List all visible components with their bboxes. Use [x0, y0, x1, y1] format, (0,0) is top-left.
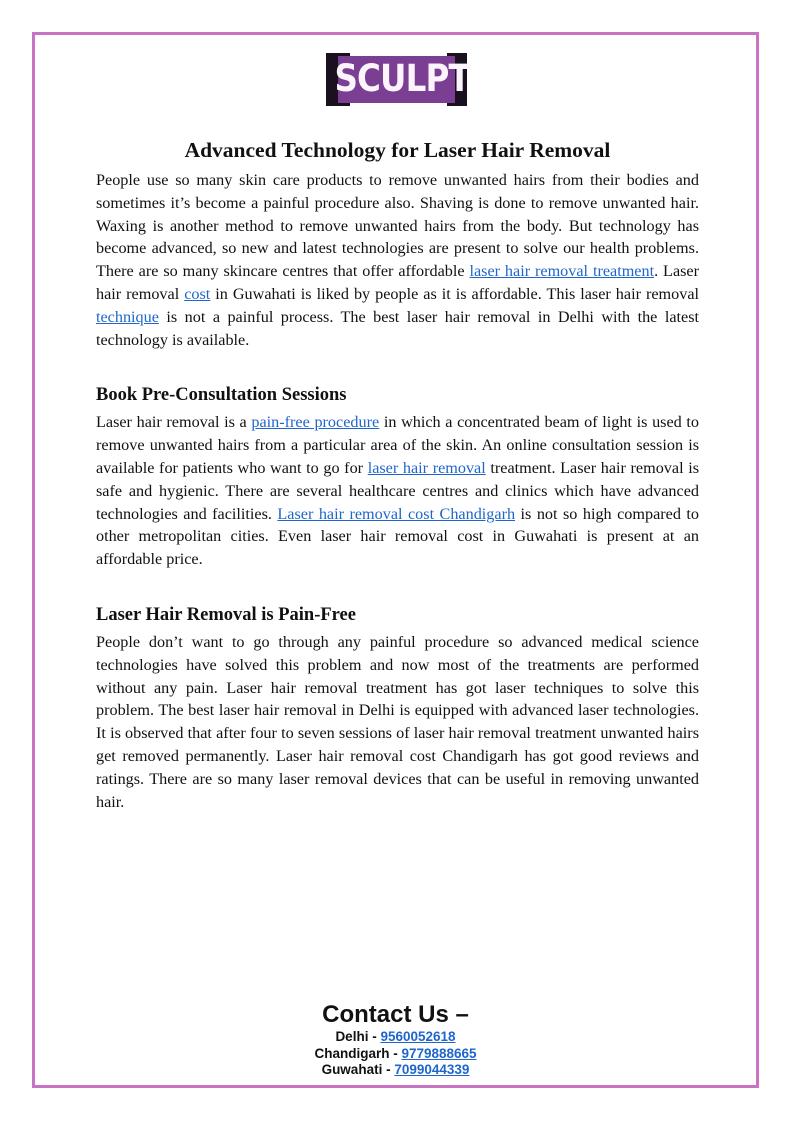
- page-title: Advanced Technology for Laser Hair Removal: [184, 138, 611, 162]
- contact-row-delhi: Delhi - 9560052618: [335, 1029, 456, 1044]
- contact-title: Contact Us –: [322, 1001, 469, 1028]
- link-cost[interactable]: cost: [184, 284, 211, 303]
- phone-link-delhi[interactable]: 9560052618: [380, 1029, 456, 1044]
- link-pain-free-procedure[interactable]: pain-free procedure: [251, 413, 380, 432]
- contact-row-guwahati: Guwahati - 7099044339: [321, 1062, 470, 1077]
- phone-link-guwahati[interactable]: 7099044339: [394, 1062, 470, 1077]
- phone-link-chandigarh[interactable]: 9779888665: [401, 1045, 477, 1061]
- link-laser-hair-removal-cost-chandigarh[interactable]: Laser hair removal cost Chandigarh: [277, 504, 516, 523]
- logo-text: SCULPT: [334, 57, 470, 100]
- intro-paragraph: People use so many skin care products to remove unwanted hairs from their bodies and sometimes it’s become a painful procedure also. Shaving is done to remove unwanted hair. Waxing is another method to remove unwanted hairs from the body. But technology has become advanced, so new and latest technologies are present to solve our health problems. There are so many skincare centres that offer affordable laser hair removal treatment. Laser hair removal cost in Guwahati is liked by people as it is affordable. This laser hair removal technique is not a painful process. The best laser hair removal in Delhi with the latest technology is available.: [96, 171, 700, 349]
- section-heading-consultation: Book Pre-Consultation Sessions: [96, 385, 347, 406]
- contact-row-chandigarh: Chandigarh - 9779888665: [314, 1045, 477, 1061]
- pain-free-paragraph: People don’t want to go through any painful procedure so advanced medical science technologies have solved this problem and now most of the treatments are performed without any pain. Laser hair removal treatment has got laser techniques to solve this problem. The best laser hair removal in Delhi is equipped with advanced laser technologies. It is observed that after four to seven sessions of laser hair removal treatment unwanted hairs get removed permanently. Laser hair removal cost Chandigarh has got good reviews and ratings. There are so many laser removal devices that can be useful in removing unwanted hair.: [96, 632, 699, 811]
- link-laser-hair-removal[interactable]: laser hair removal: [367, 458, 486, 477]
- link-technique[interactable]: technique: [96, 307, 159, 326]
- link-laser-hair-removal-treatment[interactable]: laser hair removal treatment: [469, 262, 655, 281]
- section-heading-pain-free: Laser Hair Removal is Pain-Free: [96, 604, 356, 625]
- contact-block: [38, 1001, 753, 1079]
- article: [96, 135, 699, 813]
- sculpt-logo: [326, 53, 470, 106]
- consultation-paragraph: Laser hair removal is a pain-free procedure in which a concentrated beam of light is used to remove unwanted hairs from a particular area of the skin. An online consultation session is available for patients who want to go for laser hair removal treatment. Laser hair removal is safe and hygienic. There are several healthcare centres and clinics which have advanced technologies and facilities. Laser hair removal cost Chandigarh is not so high compared to other metropolitan cities. Even laser hair removal cost in Guwahati is present at an affordable price.: [96, 413, 700, 569]
